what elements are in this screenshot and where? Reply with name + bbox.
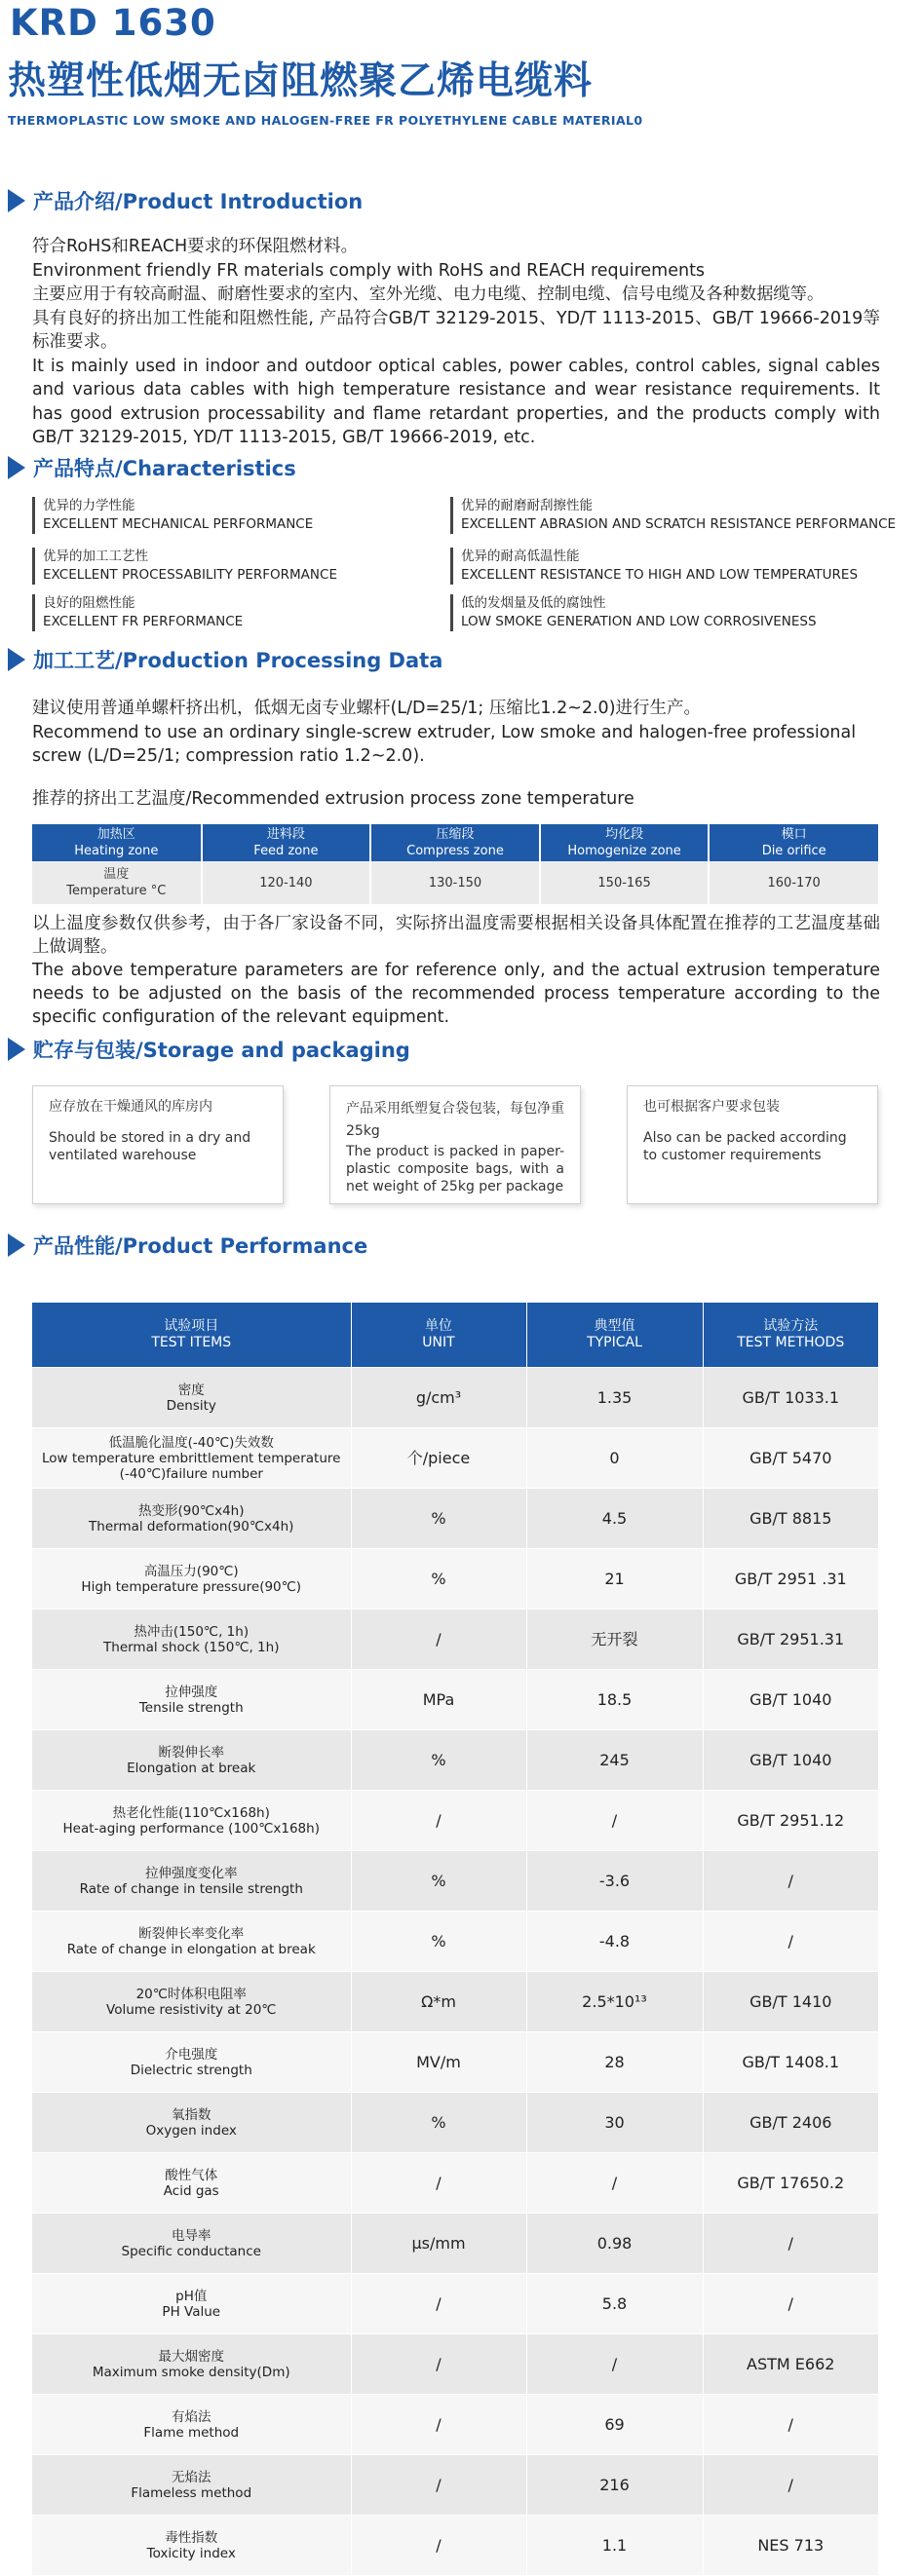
typical-value: 无开裂: [526, 1610, 703, 1670]
section-characteristics-heading: [8, 451, 296, 484]
temperature-label: [32, 861, 202, 904]
test-item-en: Flame method: [143, 2424, 240, 2441]
typical-value: 5.8: [526, 2274, 703, 2334]
characteristic-item: [450, 497, 896, 534]
intro-line: It is mainly used in indoor and outdoor optical cables, power cables, control cables, signal cables and various data cables with high temperature resistance and wear resistance requirements. It has good extrusion processability and flame retardant properties, and the products comply with GB/T 32129-2015, YD/T 1113-2015, GB/T 19666-2019, etc.: [32, 356, 880, 447]
performance-header: [32, 1303, 878, 1368]
section-title: 贮存与包装/Storage and packaging: [33, 1039, 410, 1062]
column-header: [32, 1303, 351, 1368]
test-method-value: GB/T 1040: [703, 1730, 878, 1791]
unit-value: /: [351, 2516, 526, 2576]
typical-value: 30: [526, 2093, 703, 2153]
unit-value: %: [351, 1730, 526, 1791]
temperature-table-header: [32, 824, 878, 861]
table-row: [32, 1972, 878, 2032]
table-row: [32, 1549, 878, 1610]
test-item-en: Low temperature embrittlement temperature (-40℃)failure number: [42, 1450, 341, 1482]
unit-value: %: [351, 1489, 526, 1549]
characteristic-en: EXCELLENT FR PERFORMANCE: [43, 614, 244, 629]
section-title: 产品性能/Product Performance: [33, 1234, 368, 1258]
column-en: TEST METHODS: [737, 1335, 845, 1350]
intro-line: 具有良好的挤出加工性能和阻燃性能, 产品符合GB/T 32129-2015、YD/T 1113-2015、GB/T 19666-2019等标准要求。: [32, 308, 880, 352]
table-row: [32, 2093, 878, 2153]
storage-cn: 产品采用纸塑复合袋包装，每包净重25kg: [346, 1101, 564, 1139]
section-intro-heading: [8, 184, 363, 217]
test-item: [32, 2153, 351, 2214]
test-item-en: Elongation at break: [127, 1760, 256, 1776]
test-item-cn: 热冲击(150℃, 1h): [134, 1623, 250, 1640]
test-item-cn: 电导率: [172, 2227, 211, 2244]
test-method-value: ASTM E662: [703, 2334, 878, 2395]
test-item: [32, 2334, 351, 2395]
characteristic-en: EXCELLENT PROCESSABILITY PERFORMANCE: [43, 567, 337, 583]
unit-value: %: [351, 1549, 526, 1610]
unit-value: /: [351, 2153, 526, 2214]
zone-cn: 压缩段: [436, 827, 475, 842]
triangle-bullet-icon: [8, 648, 25, 671]
test-item-en: PH Value: [162, 2303, 221, 2320]
zone-header: [202, 824, 371, 861]
test-method-value: /: [703, 1912, 878, 1972]
section-title: 产品介绍/Product Introduction: [33, 190, 364, 213]
temperature-value: 130-150: [370, 861, 540, 904]
test-item-cn: 热老化性能(110℃x168h): [112, 1804, 270, 1821]
test-method-value: GB/T 2951 .31: [703, 1549, 878, 1610]
product-title-en: THERMOPLASTIC LOW SMOKE AND HALOGEN-FREE FR POLYETHYLENE CABLE MATERIAL0: [8, 113, 643, 128]
test-method-value: /: [703, 1851, 878, 1912]
typical-value: 0: [526, 1428, 703, 1489]
test-item-en: Tensile strength: [138, 1699, 244, 1716]
table-row: [32, 2214, 878, 2274]
test-item-en: Oxygen index: [145, 2122, 237, 2139]
temperature-table: [32, 824, 878, 904]
characteristic-item: [32, 548, 337, 585]
zone-en: Die orifice: [761, 844, 826, 858]
test-method-value: /: [703, 2395, 878, 2455]
characteristic-en: EXCELLENT MECHANICAL PERFORMANCE: [43, 516, 314, 532]
zone-header: [709, 824, 878, 861]
section-storage-heading: [8, 1033, 410, 1066]
temp-label-en: Temperature °C: [66, 884, 167, 898]
test-method-value: /: [703, 2214, 878, 2274]
table-row: [32, 2032, 878, 2093]
test-item-cn: 低温脆化温度(-40℃)失效数: [108, 1434, 274, 1451]
unit-value: /: [351, 2334, 526, 2395]
unit-value: /: [351, 2395, 526, 2455]
column-cn: 试验方法: [763, 1318, 819, 1334]
typical-value: 2.5*10¹³: [526, 1972, 703, 2032]
intro-line: 主要应用于有较高耐温、耐磨性要求的室内、室外光缆、电力电缆、控制电缆、信号电缆及各种数据缆等。: [32, 284, 825, 304]
zone-header: [540, 824, 710, 861]
zone-cn: 加热区: [96, 827, 135, 842]
test-item: [32, 2274, 351, 2334]
test-item: [32, 1730, 351, 1791]
test-item-cn: 断裂伸长率: [158, 1744, 224, 1761]
column-cn: 单位: [425, 1318, 452, 1334]
temperature-value: 120-140: [202, 861, 371, 904]
characteristic-item: [450, 594, 817, 631]
product-code: KRD 1630: [10, 2, 216, 44]
table-row: [32, 2274, 878, 2334]
characteristic-item: [450, 548, 858, 585]
test-item: [32, 2214, 351, 2274]
typical-value: /: [526, 1791, 703, 1851]
characteristic-en: EXCELLENT RESISTANCE TO HIGH AND LOW TEMPERATURES: [461, 567, 859, 583]
test-method-value: GB/T 1408.1: [703, 2032, 878, 2093]
table-row: [32, 1791, 878, 1851]
typical-value: 0.98: [526, 2214, 703, 2274]
section-performance-heading: [8, 1229, 367, 1262]
unit-value: MPa: [351, 1670, 526, 1730]
test-item: [32, 2516, 351, 2576]
test-item-cn: 拉伸强度: [165, 1684, 218, 1700]
table-row: [32, 1368, 878, 1428]
column-header: [703, 1303, 878, 1368]
storage-box: [32, 1085, 284, 1204]
characteristic-item: [32, 594, 243, 631]
zone-cn: 进料段: [266, 827, 305, 842]
test-item-en: Dielectric strength: [130, 2062, 252, 2078]
temperature-note: [32, 912, 880, 1029]
table-row: [32, 1610, 878, 1670]
characteristic-en: EXCELLENT ABRASION AND SCRATCH RESISTANCE PERFORMANCE: [461, 516, 897, 532]
processing-text-cn: 建议使用普通单螺杆挤出机，低烟无卤专业螺杆(L/D=25/1; 压缩比1.2~2.0)进行生产。: [32, 699, 702, 718]
processing-text: [32, 697, 880, 769]
characteristic-en: LOW SMOKE GENERATION AND LOW CORROSIVENESS: [461, 614, 817, 629]
section-processing-heading: [8, 643, 442, 676]
table-row: [32, 2516, 878, 2576]
test-item-en: Thermal shock (150℃, 1h): [103, 1639, 280, 1655]
zone-en: Homogenize zone: [567, 844, 681, 858]
storage-box: [329, 1085, 581, 1204]
unit-value: g/cm³: [351, 1368, 526, 1428]
temp-label-cn: 温度: [103, 867, 130, 882]
characteristic-cn: 良好的阻燃性能: [43, 595, 135, 611]
test-item-cn: 20℃时体积电阻率: [135, 1986, 247, 2002]
table-row: [32, 1851, 878, 1912]
table-row: [32, 2334, 878, 2395]
note-en: The above temperature parameters are for reference only, and the actual extrusion temperature needs to be adjusted on the basis of the recommended process temperature according to the specific configuration of the relevant equipment.: [32, 961, 880, 1027]
storage-en: Should be stored in a dry and ventilated warehouse: [49, 1130, 251, 1163]
test-item: [32, 1489, 351, 1549]
test-item: [32, 1851, 351, 1912]
characteristic-item: [32, 497, 313, 534]
triangle-bullet-icon: [8, 189, 25, 212]
performance-table: [32, 1303, 878, 2575]
test-item-en: Toxicity index: [146, 2545, 236, 2561]
test-item-cn: 无焰法: [172, 2469, 211, 2485]
intro-line: 符合RoHS和REACH要求的环保阻燃材料。: [32, 237, 359, 256]
test-item-en: Volume resistivity at 20℃: [106, 2001, 277, 2018]
triangle-bullet-icon: [8, 1233, 25, 1257]
test-item-en: Maximum smoke density(Dm): [92, 2364, 290, 2380]
column-en: TYPICAL: [587, 1335, 642, 1350]
zone-cn: 模口: [781, 827, 807, 842]
test-item-cn: 有焰法: [172, 2408, 211, 2425]
test-item-cn: pH值: [175, 2288, 208, 2304]
test-item: [32, 1791, 351, 1851]
intro-line: Environment friendly FR materials comply with RoHS and REACH requirements: [32, 260, 706, 281]
test-item-en: Rate of change in tensile strength: [79, 1880, 303, 1897]
typical-value: 69: [526, 2395, 703, 2455]
unit-value: /: [351, 2274, 526, 2334]
test-method-value: NES 713: [703, 2516, 878, 2576]
column-header: [351, 1303, 526, 1368]
column-cn: 试验项目: [164, 1318, 219, 1334]
test-item: [32, 2093, 351, 2153]
test-method-value: GB/T 1040: [703, 1670, 878, 1730]
processing-text-en: Recommend to use an ordinary single-screw extruder, Low smoke and halogen-free professional screw (L/D=25/1; compression ratio 1.2~2.0).: [32, 722, 857, 766]
section-title: 产品特点/Characteristics: [33, 457, 296, 480]
unit-value: %: [351, 1851, 526, 1912]
typical-value: 4.5: [526, 1489, 703, 1549]
unit-value: μs/mm: [351, 2214, 526, 2274]
characteristic-cn: 优异的耐高低温性能: [461, 549, 580, 564]
test-item: [32, 1368, 351, 1428]
unit-value: %: [351, 2093, 526, 2153]
test-item-en: Heat-aging performance (100℃x168h): [62, 1820, 320, 1837]
unit-value: MV/m: [351, 2032, 526, 2093]
column-header: [526, 1303, 703, 1368]
table-row: [32, 1489, 878, 1549]
test-method-value: GB/T 2951.12: [703, 1791, 878, 1851]
typical-value: /: [526, 2334, 703, 2395]
typical-value: -4.8: [526, 1912, 703, 1972]
note-cn: 以上温度参数仅供参考，由于各厂家设备不同，实际挤出温度需要根据相关设备具体配置在推荐的工艺温度基础上做调整。: [32, 914, 880, 957]
test-item: [32, 2395, 351, 2455]
typical-value: /: [526, 2153, 703, 2214]
column-en: UNIT: [422, 1335, 455, 1350]
test-item-cn: 最大烟密度: [158, 2348, 224, 2365]
test-item-cn: 断裂伸长率变化率: [138, 1925, 245, 1942]
temperature-value: 150-165: [540, 861, 710, 904]
test-item: [32, 1428, 351, 1489]
zone-header: [370, 824, 540, 861]
triangle-bullet-icon: [8, 456, 25, 479]
test-item: [32, 1912, 351, 1972]
typical-value: 28: [526, 2032, 703, 2093]
unit-value: %: [351, 1912, 526, 1972]
test-item-cn: 密度: [177, 1382, 205, 1398]
temperature-value: 160-170: [709, 861, 878, 904]
test-method-value: /: [703, 2455, 878, 2516]
characteristic-cn: 优异的力学性能: [43, 498, 135, 513]
zone-en: Feed zone: [253, 844, 319, 858]
table-row: [32, 2395, 878, 2455]
unit-value: /: [351, 1610, 526, 1670]
test-item: [32, 1549, 351, 1610]
test-item-en: Density: [166, 1397, 216, 1414]
test-method-value: GB/T 1033.1: [703, 1368, 878, 1428]
triangle-bullet-icon: [8, 1038, 25, 1061]
column-cn: 典型值: [594, 1318, 635, 1334]
test-item-en: Flameless method: [131, 2484, 252, 2501]
table-row: [32, 1670, 878, 1730]
table-row: [32, 2153, 878, 2214]
characteristic-cn: 优异的耐磨耐刮擦性能: [461, 498, 593, 513]
typical-value: 216: [526, 2455, 703, 2516]
column-en: TEST ITEMS: [151, 1335, 232, 1350]
zone-en: Compress zone: [406, 844, 504, 858]
typical-value: 1.1: [526, 2516, 703, 2576]
typical-value: 21: [526, 1549, 703, 1610]
test-item-cn: 氧指数: [172, 2106, 211, 2123]
zone-en: Heating zone: [74, 844, 159, 858]
characteristic-cn: 低的发烟量及低的腐蚀性: [461, 595, 606, 611]
test-method-value: GB/T 2406: [703, 2093, 878, 2153]
zone-header: [32, 824, 202, 861]
test-item-cn: 介电强度: [165, 2046, 218, 2063]
storage-en: Also can be packed according to customer requirements: [643, 1130, 847, 1163]
test-item: [32, 2455, 351, 2516]
test-method-value: GB/T 5470: [703, 1428, 878, 1489]
storage-en: The product is packed in paper-plastic composite bags, with a net weight of 25kg per package: [346, 1144, 564, 1194]
table-row: [32, 2455, 878, 2516]
typical-value: 245: [526, 1730, 703, 1791]
zone-cn: 均化段: [605, 827, 644, 842]
storage-box: [627, 1085, 878, 1204]
test-method-value: /: [703, 2274, 878, 2334]
test-item-cn: 热变形(90℃x4h): [137, 1502, 245, 1519]
table-row: [32, 1730, 878, 1791]
intro-text: [32, 235, 880, 450]
test-item-en: High temperature pressure(90℃): [81, 1578, 302, 1595]
product-title-cn: 热塑性低烟无卤阻燃聚乙烯电缆料: [8, 59, 594, 103]
test-method-value: GB/T 8815: [703, 1489, 878, 1549]
unit-value: /: [351, 2455, 526, 2516]
unit-value: 个/piece: [351, 1428, 526, 1489]
temperature-table-title: 推荐的挤出工艺温度/Recommended extrusion process zone temperature: [32, 789, 634, 809]
test-item-cn: 高温压力(90℃): [143, 1563, 239, 1579]
storage-cn: 也可根据客户要求包装: [643, 1099, 780, 1115]
test-item: [32, 2032, 351, 2093]
test-item: [32, 1670, 351, 1730]
test-item-en: Specific conductance: [121, 2243, 261, 2259]
table-row: [32, 1428, 878, 1489]
storage-cn: 应存放在干燥通风的库房内: [49, 1099, 212, 1115]
test-item-cn: 拉伸强度变化率: [145, 1865, 238, 1881]
test-method-value: GB/T 17650.2: [703, 2153, 878, 2214]
test-item-cn: 毒性指数: [165, 2529, 218, 2546]
typical-value: 18.5: [526, 1670, 703, 1730]
test-item: [32, 1610, 351, 1670]
test-method-value: GB/T 1410: [703, 1972, 878, 2032]
test-item: [32, 1972, 351, 2032]
test-item-en: Thermal deformation(90℃x4h): [89, 1518, 294, 1534]
table-row: [32, 1912, 878, 1972]
test-method-value: GB/T 2951.31: [703, 1610, 878, 1670]
test-item-en: Acid gas: [163, 2182, 219, 2199]
unit-value: Ω*m: [351, 1972, 526, 2032]
unit-value: /: [351, 1791, 526, 1851]
section-title: 加工工艺/Production Processing Data: [33, 649, 443, 672]
test-item-en: Rate of change in elongation at break: [66, 1941, 316, 1957]
typical-value: 1.35: [526, 1368, 703, 1428]
test-item-cn: 酸性气体: [165, 2167, 218, 2183]
characteristic-cn: 优异的加工工艺性: [43, 549, 148, 564]
typical-value: -3.6: [526, 1851, 703, 1912]
temperature-row: [32, 861, 878, 904]
